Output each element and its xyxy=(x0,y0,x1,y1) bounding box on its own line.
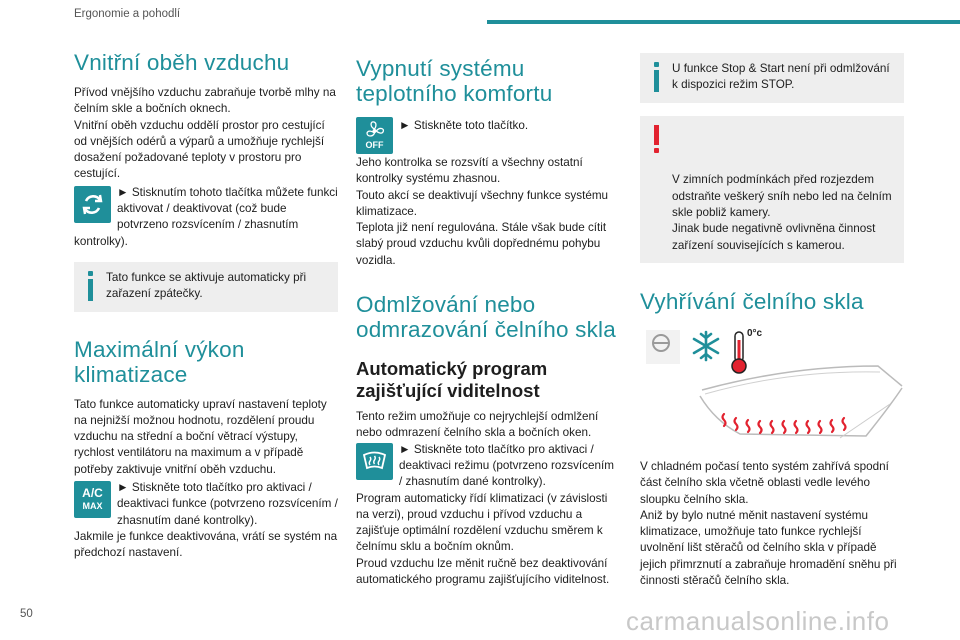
recirculation-text: Přívod vnějšího vzduchu zabraňuje tvorbě mlhy na čelním skle a bočních oknech. Vnitřní oběh vzduchu oddělí prostor pro cestující od vnějších odérů a výparů a umožňuje rychlejší dosažení požadované teploty v prostoru pro cestující. xyxy=(74,86,336,181)
info-icon xyxy=(654,62,659,67)
info-note-reverse xyxy=(74,262,338,312)
info-note-stop-start-text: U funkce Stop & Start není při odmlžování k dispozici režim STOP. xyxy=(672,62,890,92)
heading-comfort-off: Vypnutí systému teplotního komfortu xyxy=(356,56,553,106)
page-number: 50 xyxy=(20,608,33,620)
recirculation-button-text: ► Stisknutím tohoto tlačítka můžete funkci aktivovat / deaktivovat (což bude potvrzeno rozsvícením / zhasnutím kontrolky). xyxy=(74,185,338,248)
fan-off-icon xyxy=(356,117,393,154)
heading-max-ac: Maximální výkon klimatizace xyxy=(74,336,245,387)
heading-heated-windscreen: Vyhřívání čelního skla xyxy=(640,288,864,314)
info-note-text: Tato funkce se aktivuje automaticky při zařazení zpátečky. xyxy=(106,270,307,301)
ac-max-icon-top: A/C xyxy=(82,486,103,501)
comfort-off-button-text: ► Stiskněte toto tlačítko. xyxy=(399,119,529,132)
comfort-off-text: Jeho kontrolka se rozsvítí a všechny ostatní kontrolky systému zhasnou. Touto akcí se deaktivují všechny funkce systému klimatizace. Teplota již není regulována. Stále však bude cítit slabý proud vzduchu kvůli dopřednému pohybu vozidla. xyxy=(356,156,609,267)
recirculation-icon xyxy=(74,186,111,223)
windscreen-demist-icon xyxy=(356,443,393,480)
heading-demist: Odmlžování nebo odmrazování čelního skla xyxy=(356,292,616,343)
max-ac-instruction xyxy=(74,480,338,561)
column-3 xyxy=(640,53,904,589)
visibility-button-text: ► Stiskněte toto tlačítko pro aktivaci / deaktivaci režimu (potvrzeno rozsvícením / zhasnutím dané kontrolky). Program automaticky řídí klimatizaci (v závislosti na verzi), proud vzduchu i přívod vzduchu a zajišťuje optimální rozdělení vzduchu směrem k čelnímu sklu a bočním oknům. Proud vzduchu lze měnit ručně bez deaktivování automatického programu zajišťujícího viditelnost. xyxy=(356,442,614,587)
heading-visibility-program: Automatický program zajišťující viditelnost xyxy=(356,358,548,402)
recirculation-instruction xyxy=(74,185,338,250)
ac-max-icon-bottom: MAX xyxy=(82,501,103,512)
visibility-text: Tento režim umožňuje co nejrychlejší odmlžení nebo odmrazení čelního skla a bočních oken. xyxy=(356,410,599,440)
column-2 xyxy=(356,56,620,588)
warning-icon xyxy=(654,125,659,145)
column-1 xyxy=(74,50,338,562)
max-ac-text: Tato funkce automaticky upraví nastavení teploty na nejnižší možnou hodnotu, rozdělení proudu vzduchu na střední a boční větrací výstupy, rychlost ventilátoru na maximum a v případě potřeby zaktivuje vnitřní oběh vzduchu. xyxy=(74,397,327,476)
max-ac-button-text: ► Stiskněte toto tlačítko pro aktivaci / deaktivaci funkce (potvrzeno rozsvícením / zhasnutím dané kontrolky). Jakmile je funkce deaktivována, vrátí se systém na předchozí nastavení. xyxy=(74,481,338,560)
watermark: carmanualsonline.info xyxy=(626,606,890,636)
warning-note-camera xyxy=(640,116,904,263)
info-icon xyxy=(88,271,93,276)
visibility-instruction xyxy=(356,442,620,589)
info-note-stop-start xyxy=(640,53,904,103)
heading-recirculation: Vnitřní oběh vzduchu xyxy=(74,50,290,75)
warning-note-text: V zimních podmínkách před rozjezdem odstraňte veškerý sníh nebo led na čelním skle pobliž kamery. Jinak bude negativně ovlivněna činnost zařízení souvisejících s kamerou. xyxy=(672,173,892,252)
ac-max-icon xyxy=(74,481,111,518)
heated-windscreen-illustration xyxy=(640,326,904,446)
heated-windscreen-text: V chladném počasí tento systém zahřívá spodní část čelního skla včetně oblasti vedle levého sloupku čelního skla. Aniž by bylo nutné měnit nastavení systému klimatizace, umožňuje tato funkce rychlejší uvolnění lišt stěračů od čelního skla v případě jejich přimrznutí a zabraňuje hromadění sněhu při činnosti stěračů čelního skla. xyxy=(640,459,897,588)
comfort-off-instruction xyxy=(356,116,620,154)
header-accent-bar xyxy=(487,20,960,24)
illustration-temperature-label: 0°c xyxy=(747,327,763,339)
header-section-title: Ergonomie a pohodlí xyxy=(74,8,181,20)
fan-off-icon-label: OFF xyxy=(365,140,384,150)
